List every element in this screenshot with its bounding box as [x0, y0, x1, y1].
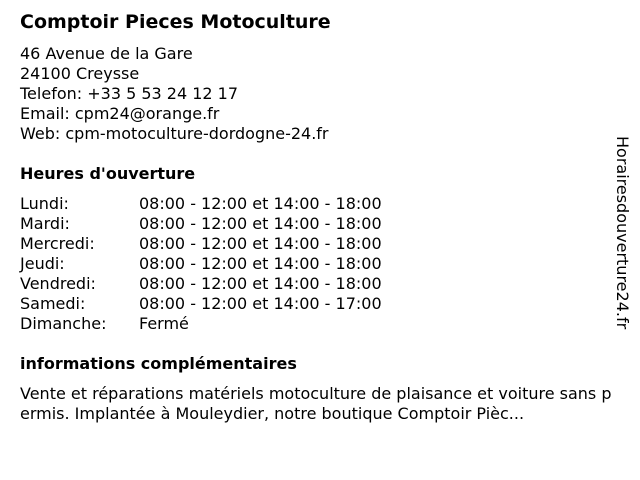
time-range: 08:00 - 12:00 et 14:00 - 18:00 — [139, 194, 382, 213]
time-range: 08:00 - 12:00 et 14:00 - 18:00 — [139, 214, 382, 233]
email-address[interactable]: Email: cpm24@orange.fr — [20, 104, 220, 123]
day-label: Jeudi: — [20, 254, 65, 273]
time-range: 08:00 - 12:00 et 14:00 - 17:00 — [139, 294, 382, 313]
time-range: Fermé — [139, 314, 189, 333]
opening-hours-heading: Heures d'ouverture — [20, 164, 196, 183]
website-link[interactable]: Web: cpm-motoculture-dordogne-24.fr — [20, 124, 329, 143]
day-label: Samedi: — [20, 294, 86, 313]
business-name: Comptoir Pieces Motoculture — [20, 11, 331, 33]
additional-info-heading: informations complémentaires — [20, 354, 297, 373]
contact-block — [20, 44, 329, 144]
time-range: 08:00 - 12:00 et 14:00 - 18:00 — [139, 254, 382, 273]
phone-number[interactable]: Telefon: +33 5 53 24 12 17 — [20, 84, 239, 103]
day-label: Lundi: — [20, 194, 69, 213]
day-label: Mercredi: — [20, 234, 95, 253]
business-description: Vente et réparations matériels motoculture de plaisance et voiture sans permis. Implantée à Mouleydier, notre boutique Comptoir Pièc... — [20, 384, 612, 423]
address-street: 46 Avenue de la Gare — [20, 44, 193, 63]
day-label: Vendredi: — [20, 274, 96, 293]
address-city: 24100 Creysse — [20, 64, 140, 83]
time-range: 08:00 - 12:00 et 14:00 - 18:00 — [139, 274, 382, 293]
day-label: Mardi: — [20, 214, 70, 233]
day-label: Dimanche: — [20, 314, 107, 333]
site-watermark: Horairesdouverture24.fr — [613, 136, 632, 330]
time-range: 08:00 - 12:00 et 14:00 - 18:00 — [139, 234, 382, 253]
